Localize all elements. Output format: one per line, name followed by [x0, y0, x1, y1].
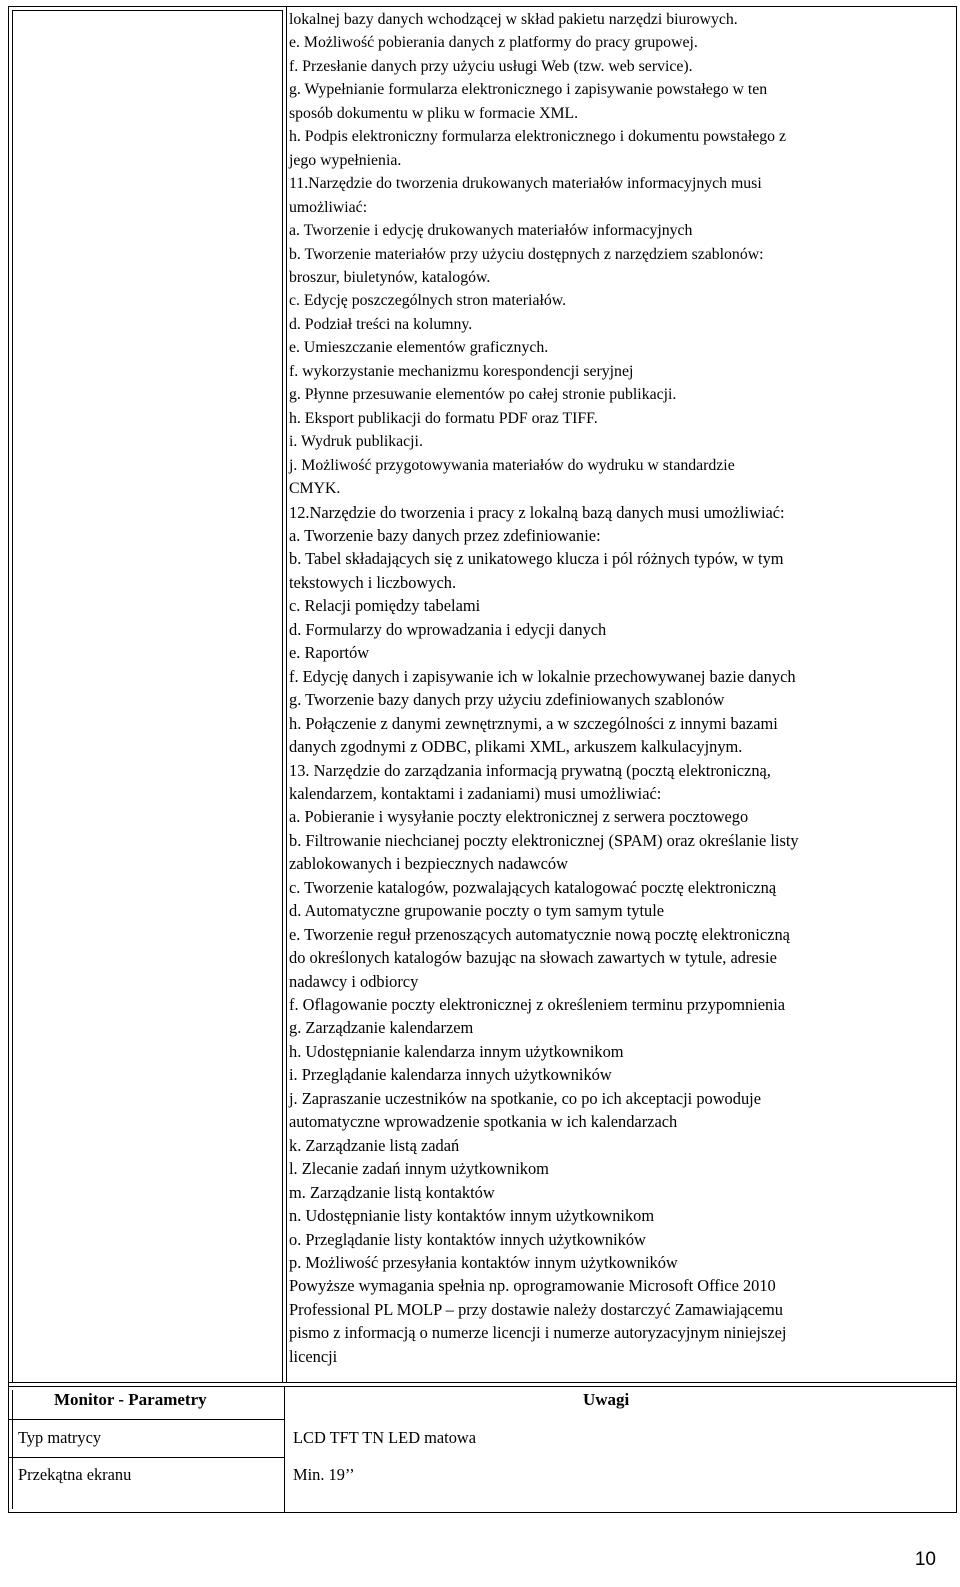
matrix-type-label: Typ matrycy [18, 1428, 102, 1447]
spec-line: f. Edycję danych i zapisywanie ich w lokalnie przechowywanej bazie danych [289, 666, 796, 686]
spec-line: p. Możliwość przesyłania kontaktów innym użytkowników [289, 1253, 678, 1273]
spec-line: licencji [289, 1346, 338, 1366]
spec-line: do określonych katalogów bazując na słowach zawartych w tytule, adresie [289, 948, 777, 968]
spec-line: i. Wydruk publikacji. [289, 433, 423, 451]
spec-line: h. Eksport publikacji do formatu PDF oraz TIFF. [289, 409, 598, 427]
matrix-type-value: LCD TFT TN LED matowa [293, 1428, 477, 1447]
spec-line: h. Podpis elektroniczny formularza elektronicznego i dokumentu powstałego z [289, 128, 787, 146]
spec-line: broszur, biuletynów, katalogów. [289, 268, 491, 286]
spec-line: b. Tworzenie materiałów przy użyciu dostępnych z narzędziem szablonów: [289, 245, 764, 263]
spec-line: a. Tworzenie bazy danych przez zdefiniowanie: [289, 525, 601, 545]
spec-line: zablokowanych i bezpiecznych nadawców [289, 854, 568, 874]
spec-line: j. Możliwość przygotowywania materiałów do wydruku w standardzie [289, 456, 735, 474]
spec-line: f. wykorzystanie mechanizmu korespondencji seryjnej [289, 362, 634, 380]
spec-line: d. Podział treści na kolumny. [289, 315, 473, 333]
monitor-header: Monitor - Parametry [54, 1390, 207, 1409]
spec-line: 11.Narzędzie do tworzenia drukowanych materiałów informacyjnych musi [289, 175, 762, 193]
spec-line: danych zgodnymi z ODBC, plikami XML, arkuszem kalkulacyjnym. [289, 737, 743, 757]
spec-line: 12.Narzędzie do tworzenia i pracy z lokalną bazą danych musi umożliwiać: [289, 502, 785, 522]
spec-line: e. Możliwość pobierania danych z platformy do pracy grupowej. [289, 34, 698, 52]
remarks-header: Uwagi [583, 1390, 630, 1409]
spec-line: b. Filtrowanie niechcianej poczty elektronicznej (SPAM) oraz określanie listy [289, 830, 799, 850]
spec-line: tekstowych i liczbowych. [289, 572, 457, 592]
spec-line: d. Automatyczne grupowanie poczty o tym samym tytule [289, 901, 665, 921]
spec-line: a. Tworzenie i edycję drukowanych materiałów informacyjnych [289, 222, 693, 240]
spec-content [289, 8, 944, 1368]
screen-size-label: Przekątna ekranu [18, 1465, 132, 1484]
spec-line: automatyczne wprowadzenie spotkania w ich kalendarzach [289, 1112, 678, 1132]
spec-line: h. Połączenie z danymi zewnętrznymi, a w szczególności z innymi bazami [289, 713, 778, 733]
spec-line: l. Zlecanie zadań innym użytkownikom [289, 1159, 549, 1179]
spec-line: c. Edycję poszczególnych stron materiałów. [289, 292, 567, 310]
spec-line: k. Zarządzanie listą zadań [289, 1135, 460, 1155]
spec-line: g. Tworzenie bazy danych przy użyciu zdefiniowanych szablonów [289, 690, 725, 710]
spec-line: Professional PL MOLP – przy dostawie należy dostarczyć Zamawiającemu [289, 1299, 783, 1319]
spec-line: j. Zapraszanie uczestników na spotkanie, co po ich akceptacji powoduje [289, 1088, 761, 1108]
spec-line: c. Tworzenie katalogów, pozwalających katalogować pocztę elektroniczną [289, 877, 777, 897]
spec-line: c. Relacji pomiędzy tabelami [289, 596, 481, 616]
spec-line: pismo z informacją o numerze licencji i numerze autoryzacyjnym niniejszej [289, 1323, 787, 1343]
spec-line: e. Raportów [289, 643, 370, 663]
spec-line: g. Zarządzanie kalendarzem [289, 1018, 474, 1038]
spec-line: nadawcy i odbiorcy [289, 971, 419, 991]
spec-line: umożliwiać: [289, 198, 368, 216]
spec-line: lokalnej bazy danych wchodzącej w skład pakietu narzędzi biurowych. [289, 11, 738, 28]
spec-line: 13. Narzędzie do zarządzania informacją prywatną (pocztą elektroniczną, [289, 760, 771, 780]
spec-line: h. Udostępnianie kalendarza innym użytkownikom [289, 1041, 624, 1061]
spec-line: sposób dokumentu w pliku w formacie XML. [289, 104, 579, 122]
spec-line: kalendarzem, kontaktami i zadaniami) musi umożliwiać: [289, 783, 662, 803]
spec-line: f. Przesłanie danych przy użyciu usługi Web (tzw. web service). [289, 57, 693, 75]
spec-line: e. Tworzenie reguł przenoszących automatycznie nową pocztę elektroniczną [289, 924, 790, 944]
spec-line: n. Udostępnianie listy kontaktów innym użytkownikom [289, 1206, 655, 1226]
spec-line: Powyższe wymagania spełnia np. oprogramowanie Microsoft Office 2010 [289, 1276, 776, 1296]
spec-line: CMYK. [289, 480, 341, 498]
spec-line: i. Przeglądanie kalendarza innych użytkowników [289, 1065, 612, 1085]
screen-size-value: Min. 19’’ [293, 1465, 355, 1484]
spec-line: g. Płynne przesuwanie elementów po całej stronie publikacji. [289, 386, 677, 404]
spec-line: o. Przeglądanie listy kontaktów innych użytkowników [289, 1229, 646, 1249]
spec-line: b. Tabel składających się z unikatowego klucza i pól różnych typów, w tym [289, 549, 784, 569]
page-number: 10 [914, 1549, 936, 1570]
spec-line: f. Oflagowanie poczty elektronicznej z określeniem terminu przypomnienia [289, 995, 786, 1015]
spec-line: m. Zarządzanie listą kontaktów [289, 1182, 495, 1202]
spec-line: jego wypełnienia. [289, 151, 402, 169]
spec-line: e. Umieszczanie elementów graficznych. [289, 339, 549, 357]
spec-line: d. Formularzy do wprowadzania i edycji danych [289, 619, 607, 639]
spec-line: g. Wypełnianie formularza elektronicznego i zapisywanie powstałego w ten [289, 81, 768, 99]
spec-line: a. Pobieranie i wysyłanie poczty elektronicznej z serwera pocztowego [289, 807, 749, 827]
